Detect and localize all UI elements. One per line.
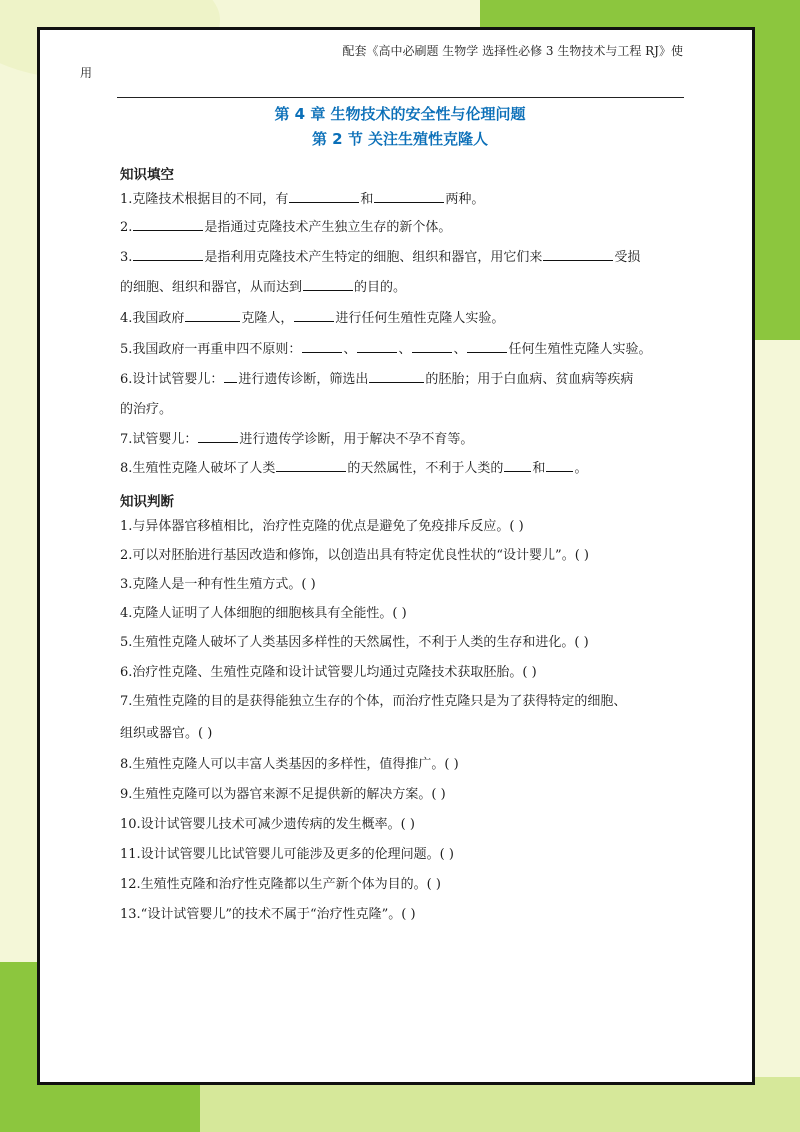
answer-blank[interactable] bbox=[412, 340, 452, 353]
answer-blank[interactable] bbox=[302, 340, 342, 353]
q3-text-b: 是指利用克隆技术产生特定的细胞、组织和器官，用它们来 bbox=[204, 250, 543, 265]
q8-text-b: 的天然属性，不利于人类的 bbox=[347, 461, 504, 476]
q7-text-b: 进行遗传学诊断，用于解决不孕不育等。 bbox=[239, 432, 474, 447]
fill-in-question-7 bbox=[120, 428, 473, 447]
judge-item: 9.生殖性克隆可以为器官来源不足提供新的解决方案。( ) bbox=[120, 787, 446, 802]
q2-text-b: 是指通过克隆技术产生独立生存的新个体。 bbox=[204, 220, 452, 235]
q6-text-a: 6.设计试管婴儿： bbox=[120, 372, 224, 387]
q4-text-c: 进行任何生殖性克隆人实验。 bbox=[335, 311, 505, 326]
answer-blank[interactable] bbox=[369, 370, 424, 383]
judge-item: 3.克隆人是一种有性生殖方式。( ) bbox=[120, 577, 316, 592]
q5-separator: 、 bbox=[398, 342, 412, 357]
answer-blank[interactable] bbox=[224, 370, 237, 383]
header-note bbox=[80, 40, 683, 80]
q5-text-a: 5.我国政府一再重申四不原则： bbox=[120, 342, 302, 357]
q5-separator: 、 bbox=[453, 342, 467, 357]
section-title: 第 2 节 关注生殖性克隆人 bbox=[311, 130, 489, 148]
judge-item: 2.可以对胚胎进行基因改造和修饰，以创造出具有特定优良性状的“设计婴儿”。( ) bbox=[120, 548, 589, 563]
answer-blank[interactable] bbox=[543, 248, 613, 261]
answer-blank[interactable] bbox=[374, 190, 444, 203]
q3-text-c: 受损 bbox=[614, 250, 641, 265]
fill-in-question-4 bbox=[120, 307, 504, 326]
fill-in-question-3-cont bbox=[120, 276, 406, 295]
header-divider bbox=[117, 97, 684, 98]
q3-text-e: 的目的。 bbox=[354, 280, 407, 295]
q8-text-a: 8.生殖性克隆人破坏了人类 bbox=[120, 461, 276, 476]
q8-text-c: 和 bbox=[532, 461, 546, 476]
header-note-tail: 用 bbox=[80, 66, 93, 80]
q7-text-a: 7.试管婴儿： bbox=[120, 432, 198, 447]
answer-blank[interactable] bbox=[185, 309, 240, 322]
q4-text-a: 4.我国政府 bbox=[120, 311, 185, 326]
fill-in-question-2 bbox=[120, 216, 451, 235]
judge-item: 6.治疗性克隆、生殖性克隆和设计试管婴儿均通过克隆技术获取胚胎。( ) bbox=[120, 665, 537, 680]
answer-blank[interactable] bbox=[303, 278, 353, 291]
q1-text-a: 1.克隆技术根据目的不同，有 bbox=[120, 192, 289, 207]
judge-item: 7.生殖性克隆的目的是获得能独立生存的个体，而治疗性克隆只是为了获得特定的细胞、 bbox=[120, 694, 627, 709]
fill-in-question-1 bbox=[120, 188, 484, 207]
q1-text-b: 和 bbox=[360, 192, 374, 207]
answer-blank[interactable] bbox=[467, 340, 507, 353]
fill-in-question-5 bbox=[120, 338, 651, 357]
header-note-main: 配套《高中必刷题 生物学 选择性必修 3 生物技术与工程 RJ》使 bbox=[342, 44, 683, 58]
judge-item: 10.设计试管婴儿技术可减少遗传病的发生概率。( ) bbox=[120, 817, 415, 832]
answer-blank[interactable] bbox=[276, 459, 346, 472]
fill-in-question-3 bbox=[120, 246, 640, 265]
answer-blank[interactable] bbox=[546, 459, 573, 472]
q1-text-c: 两种。 bbox=[445, 192, 485, 207]
fill-in-question-6 bbox=[120, 368, 633, 387]
answer-blank[interactable] bbox=[133, 248, 203, 261]
answer-blank[interactable] bbox=[289, 190, 359, 203]
judge-item: 1.与异体器官移植相比，治疗性克隆的优点是避免了免疫排斥反应。( ) bbox=[120, 519, 524, 534]
judge-item: 5.生殖性克隆人破坏了人类基因多样性的天然属性，不利于人类的生存和进化。( ) bbox=[120, 635, 589, 650]
answer-blank[interactable] bbox=[294, 309, 334, 322]
q8-text-d: 。 bbox=[574, 461, 588, 476]
judge-item: 8.生殖性克隆人可以丰富人类基因的多样性，值得推广。( ) bbox=[120, 757, 459, 772]
judge-heading: 知识判断 bbox=[120, 494, 174, 510]
q6-text-c: 的胚胎；用于白血病、贫血病等疾病 bbox=[425, 372, 634, 387]
fill-in-question-6-cont bbox=[120, 398, 172, 417]
judge-item: 组织或器官。( ) bbox=[120, 726, 213, 741]
q4-text-b: 克隆人， bbox=[241, 311, 294, 326]
fill-in-question-8 bbox=[120, 457, 587, 476]
q6-text-b: 进行遗传诊断，筛选出 bbox=[238, 372, 369, 387]
judge-item: 4.克隆人证明了人体细胞的细胞核具有全能性。( ) bbox=[120, 606, 407, 621]
chapter-title: 第 4 章 生物技术的安全性与伦理问题 bbox=[274, 105, 526, 123]
judge-item: 13.“设计试管婴儿”的技术不属于“治疗性克隆”。( ) bbox=[120, 907, 416, 922]
answer-blank[interactable] bbox=[198, 430, 238, 443]
judge-item: 11.设计试管婴儿比试管婴儿可能涉及更多的伦理问题。( ) bbox=[120, 847, 454, 862]
answer-blank[interactable] bbox=[504, 459, 531, 472]
q3-text-d: 的细胞、组织和器官，从而达到 bbox=[120, 280, 303, 295]
answer-blank[interactable] bbox=[133, 218, 203, 231]
answer-blank[interactable] bbox=[357, 340, 397, 353]
fill-in-heading: 知识填空 bbox=[120, 167, 174, 183]
q5-text-c: 任何生殖性克隆人实验。 bbox=[508, 342, 652, 357]
q3-text-a: 3. bbox=[120, 250, 133, 265]
judge-item: 12.生殖性克隆和治疗性克隆都以生产新个体为目的。( ) bbox=[120, 877, 441, 892]
q6-text-d: 的治疗。 bbox=[120, 402, 173, 417]
q5-separator: 、 bbox=[343, 342, 357, 357]
q2-text-a: 2. bbox=[120, 220, 133, 235]
